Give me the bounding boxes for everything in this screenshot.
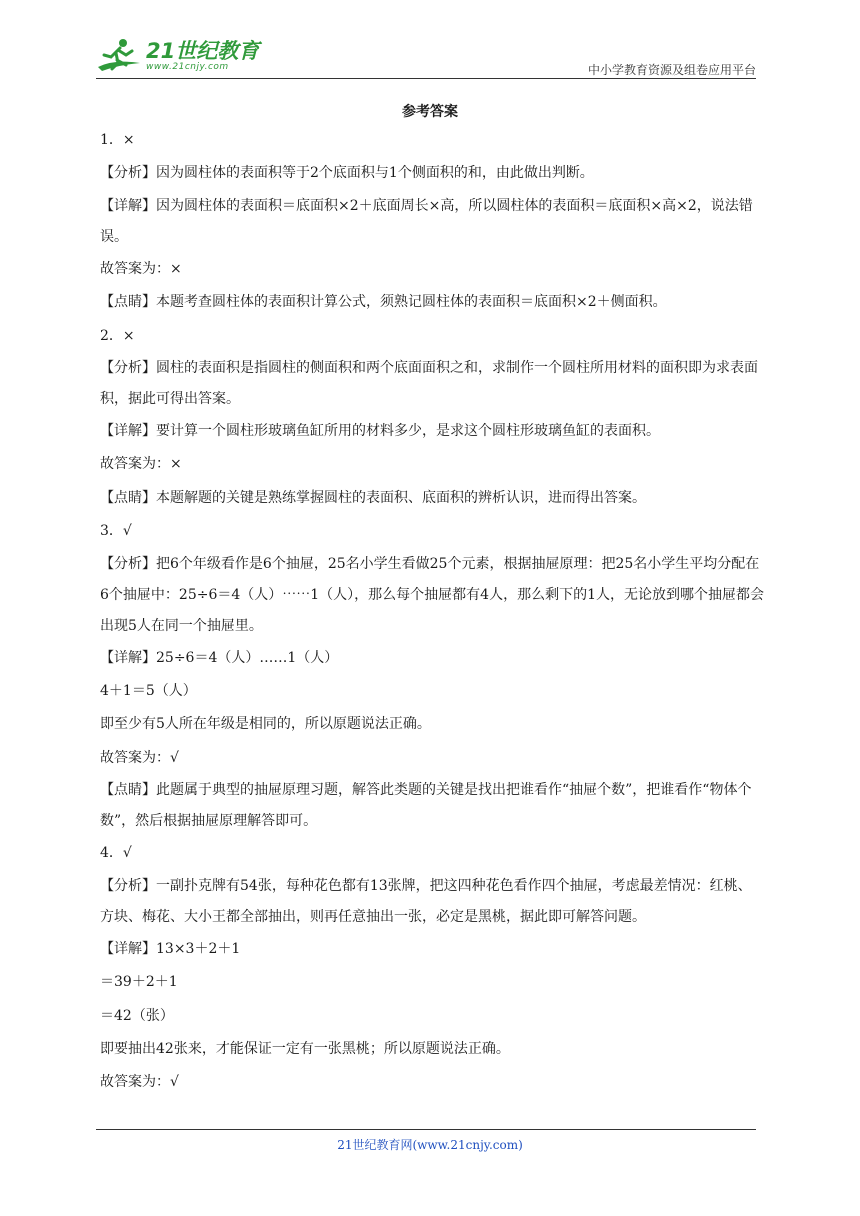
answer-line: 【点睛】此题属于典型的抽屉原理习题，解答此类题的关键是找出把谁看作“抽屉个数”，把谁看作“物体个数”，然后根据抽屉原理解答即可。	[100, 782, 752, 830]
page-header	[96, 34, 756, 78]
answer-line: ＝42（张）	[100, 1007, 174, 1024]
runner-logo-icon	[96, 37, 142, 75]
answer-line: 即至少有5人所在年级是相同的，所以原题说法正确。	[100, 716, 431, 733]
answer-line: 1．×	[100, 132, 135, 148]
site-logo[interactable]	[96, 36, 259, 76]
answer-line: 故答案为：√	[100, 749, 179, 766]
answer-line: 【分析】圆柱的表面积是指圆柱的侧面积和两个底面面积之和，求制作一个圆柱所用材料的面积即为求表面积，据此可得出答案。	[100, 360, 758, 408]
answer-line: 【详解】要计算一个圆柱形玻璃鱼缸所用的材料多少，是求这个圆柱形玻璃鱼缸的表面积。	[100, 423, 660, 440]
answer-line: 故答案为：√	[100, 1074, 179, 1091]
logo-url: www.21cnjy.com	[146, 61, 229, 72]
footer-divider	[96, 1129, 756, 1130]
answer-line: 即要抽出42张来，才能保证一定有一张黑桃；所以原题说法正确。	[100, 1040, 510, 1057]
answer-line: 【点睛】本题解题的关键是熟练掌握圆柱的表面积、底面积的辨析认识，进而得出答案。	[100, 489, 646, 506]
answer-line: 故答案为：×	[100, 260, 182, 277]
answer-line: 故答案为：×	[100, 456, 182, 473]
answer-line: 3．√	[100, 523, 132, 540]
answer-line: 4＋1＝5（人）	[100, 683, 197, 700]
answer-line: 【分析】一副扑克牌有54张，每种花色都有13张牌，把这四种花色看作四个抽屉，考虑最差情况：红桃、方块、梅花、大小王都全部抽出，则再任意抽出一张，必定是黑桃，据此即可解答问题。	[100, 877, 752, 925]
page-footer[interactable]: 21世纪教育网(www.21cnjy.com)	[337, 1138, 523, 1152]
answer-line: 【详解】25÷6＝4（人）……1（人）	[100, 649, 339, 666]
page-title: 参考答案	[402, 104, 458, 120]
answer-line: ＝39＋2＋1	[100, 974, 178, 991]
answer-content	[100, 124, 765, 1100]
answer-line: 【详解】因为圆柱体的表面积＝底面积×2＋底面周长×高，所以圆柱体的表面积＝底面积×高×2，说法错误。	[100, 197, 753, 245]
answer-line: 【分析】把6个年级看作是6个抽屉，25名小学生看做25个元素，根据抽屉原理：把25名小学生平均分配在6个抽屉中：25÷6＝4（人）⋯⋯1（人），那么每个抽屉都有4人，那么剩下的1人，无论放到哪个抽屉都会出现5人在同一个抽屉里。	[100, 555, 764, 634]
answer-line: 4．√	[100, 845, 132, 862]
answer-line: 【分析】因为圆柱体的表面积等于2个底面积与1个侧面积的和，由此做出判断。	[100, 165, 594, 182]
answer-line: 【详解】13×3＋2＋1	[100, 940, 241, 957]
platform-slogan: 中小学教育资源及组卷应用平台	[587, 63, 756, 77]
header-divider	[96, 78, 756, 79]
answer-line: 2．×	[100, 327, 135, 344]
answer-line: 【点睛】本题考查圆柱体的表面积计算公式，须熟记圆柱体的表面积＝底面积×2＋侧面积。	[100, 294, 667, 311]
logo-wordmark: 21世纪教育	[146, 38, 260, 63]
